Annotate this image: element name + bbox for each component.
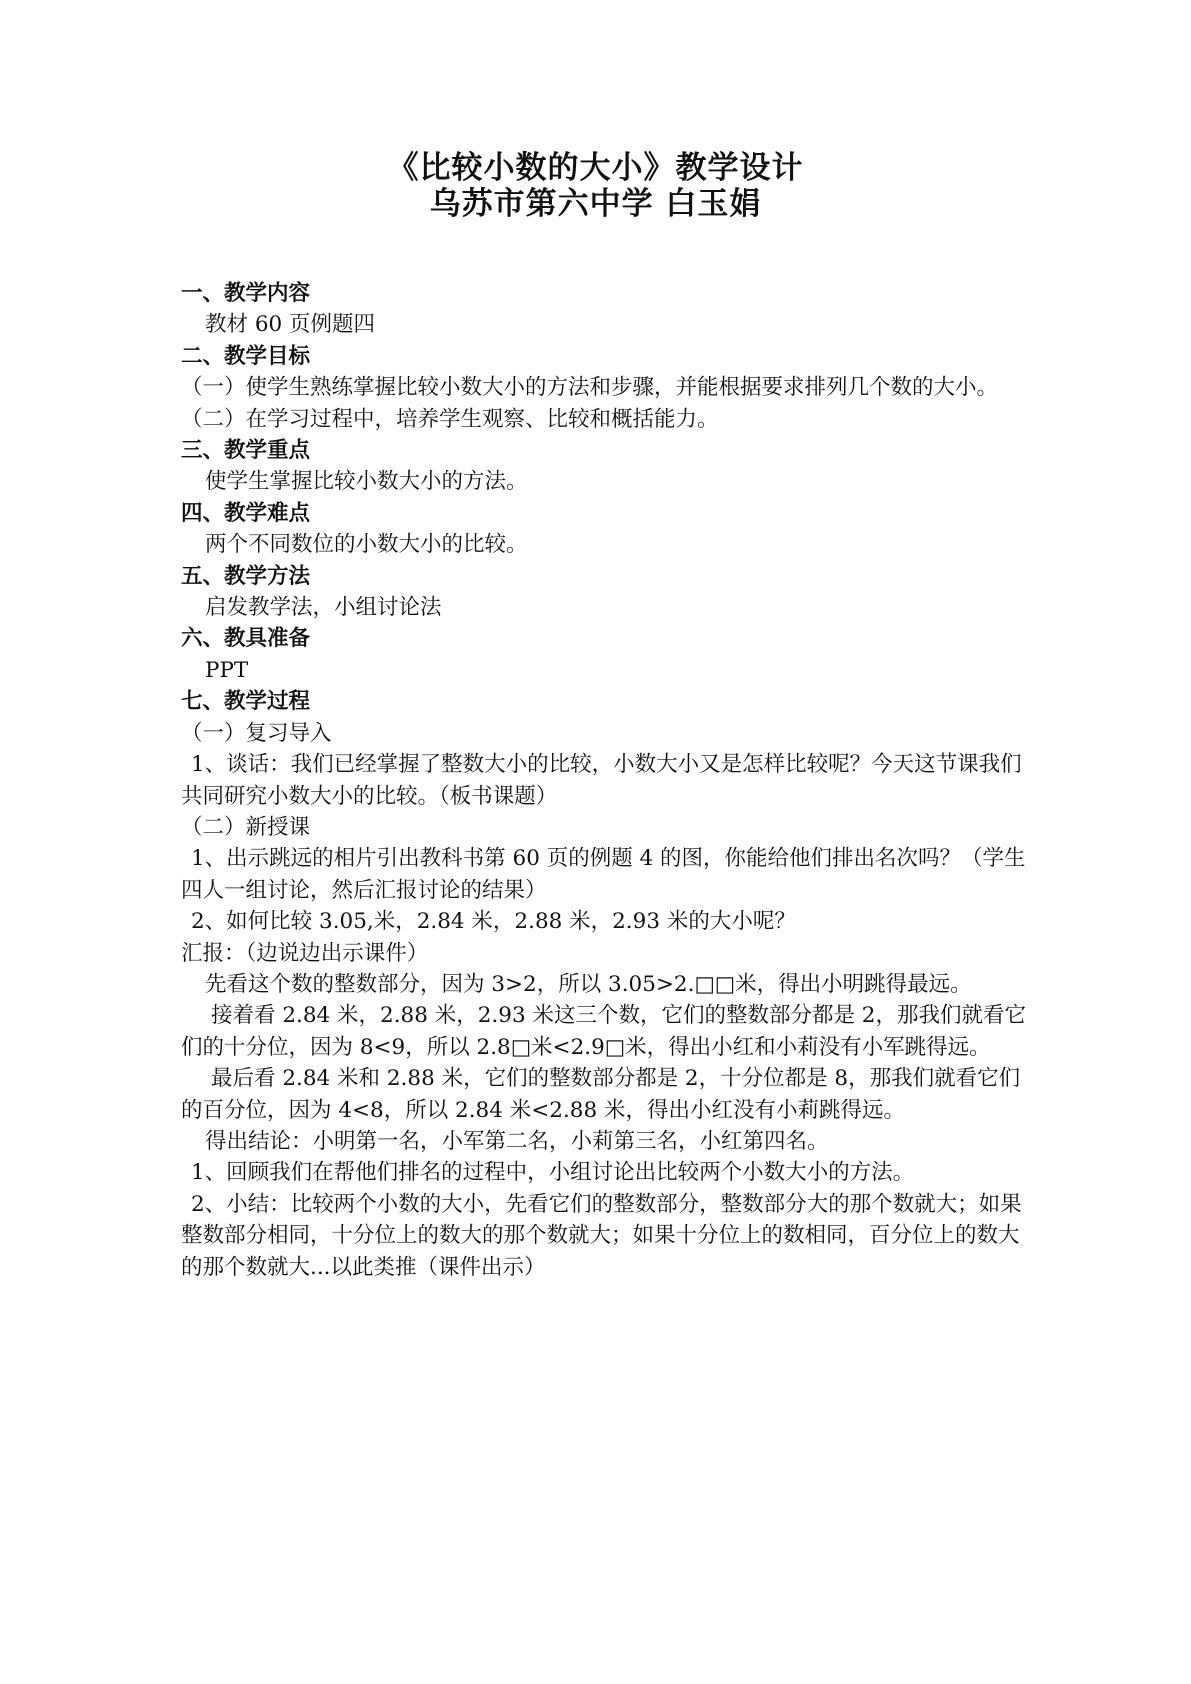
section-heading: 一、教学内容 [181,281,311,306]
paragraph: 两个不同数位的小数大小的比较。 [205,532,528,558]
paragraph: PPT [205,657,249,683]
paragraph: 启发教学法，小组讨论法 [205,595,442,621]
paragraph: 1、出示跳远的相片引出教科书第 60 页的例题 4 的图，你能给他们排出名次吗？（学生四人一组讨论，然后汇报讨论的结果） [181,846,1026,903]
section-heading: 七、教学过程 [181,689,311,715]
paragraph: 1、回顾我们在帮他们排名的过程中，小组讨论出比较两个小数大小的方法。 [191,1160,915,1186]
document-body [181,278,1026,1283]
section-heading: 五、教学方法 [181,563,311,589]
paragraph: 先看这个数的整数部分，因为 3>2，所以 3.05>2.□□米，得出小明跳得最远。 [205,971,972,997]
paragraph: 汇报：（边说边出示课件） [181,940,429,966]
subheading: （一）复习导入 [181,720,332,746]
section-heading: 三、教学重点 [181,438,311,464]
paragraph: 教材 60 页例题四 [205,312,376,338]
subheading: （二）新授课 [181,814,311,840]
paragraph: 接着看 2.84 米，2.88 米，2.93 米这三个数，它们的整数部分都是 2，那我们就看它们的十分位，因为 8<9，所以 2.8□米<2.9□米，得出小红和小莉没有小军跳得远。 [181,1003,1026,1060]
section-heading: 二、教学目标 [181,343,311,369]
paragraph: 2、小结：比较两个小数的大小，先看它们的整数部分，整数部分大的那个数就大；如果整数部分相同，十分位上的数大的那个数就大；如果十分位上的数相同，百分位上的数大的那个数就大...以此类推（课件出示） [181,1191,1022,1280]
document-author: 乌苏市第六中学 白玉娟 [429,186,762,222]
section-heading: 六、教具准备 [181,626,311,652]
document-title: 《比较小数的大小》教学设计 [387,150,804,186]
title-block [0,150,1191,222]
paragraph: 最后看 2.84 米和 2.88 米，它们的整数部分都是 2，十分位都是 8，那我们就看它们的百分位，因为 4<8，所以 2.84 米<2.88 米，得出小红没有小莉跳得远。 [181,1066,1021,1123]
paragraph: 得出结论：小明第一名，小军第二名，小莉第三名，小红第四名。 [205,1128,829,1154]
paragraph: （一）使学生熟练掌握比较小数大小的方法和步骤，并能根据要求排列几个数的大小。 [181,375,999,401]
section-heading: 四、教学难点 [181,500,311,526]
paragraph: 使学生掌握比较小数大小的方法。 [205,469,528,495]
paragraph: 1、谈话：我们已经掌握了整数大小的比较，小数大小又是怎样比较呢？今天这节课我们共同研究小数大小的比较。（板书课题） [181,752,1022,809]
paragraph: 2、如何比较 3.05,米，2.84 米，2.88 米，2.93 米的大小呢？ [191,909,796,935]
paragraph: （二）在学习过程中，培养学生观察、比较和概括能力。 [181,406,719,432]
